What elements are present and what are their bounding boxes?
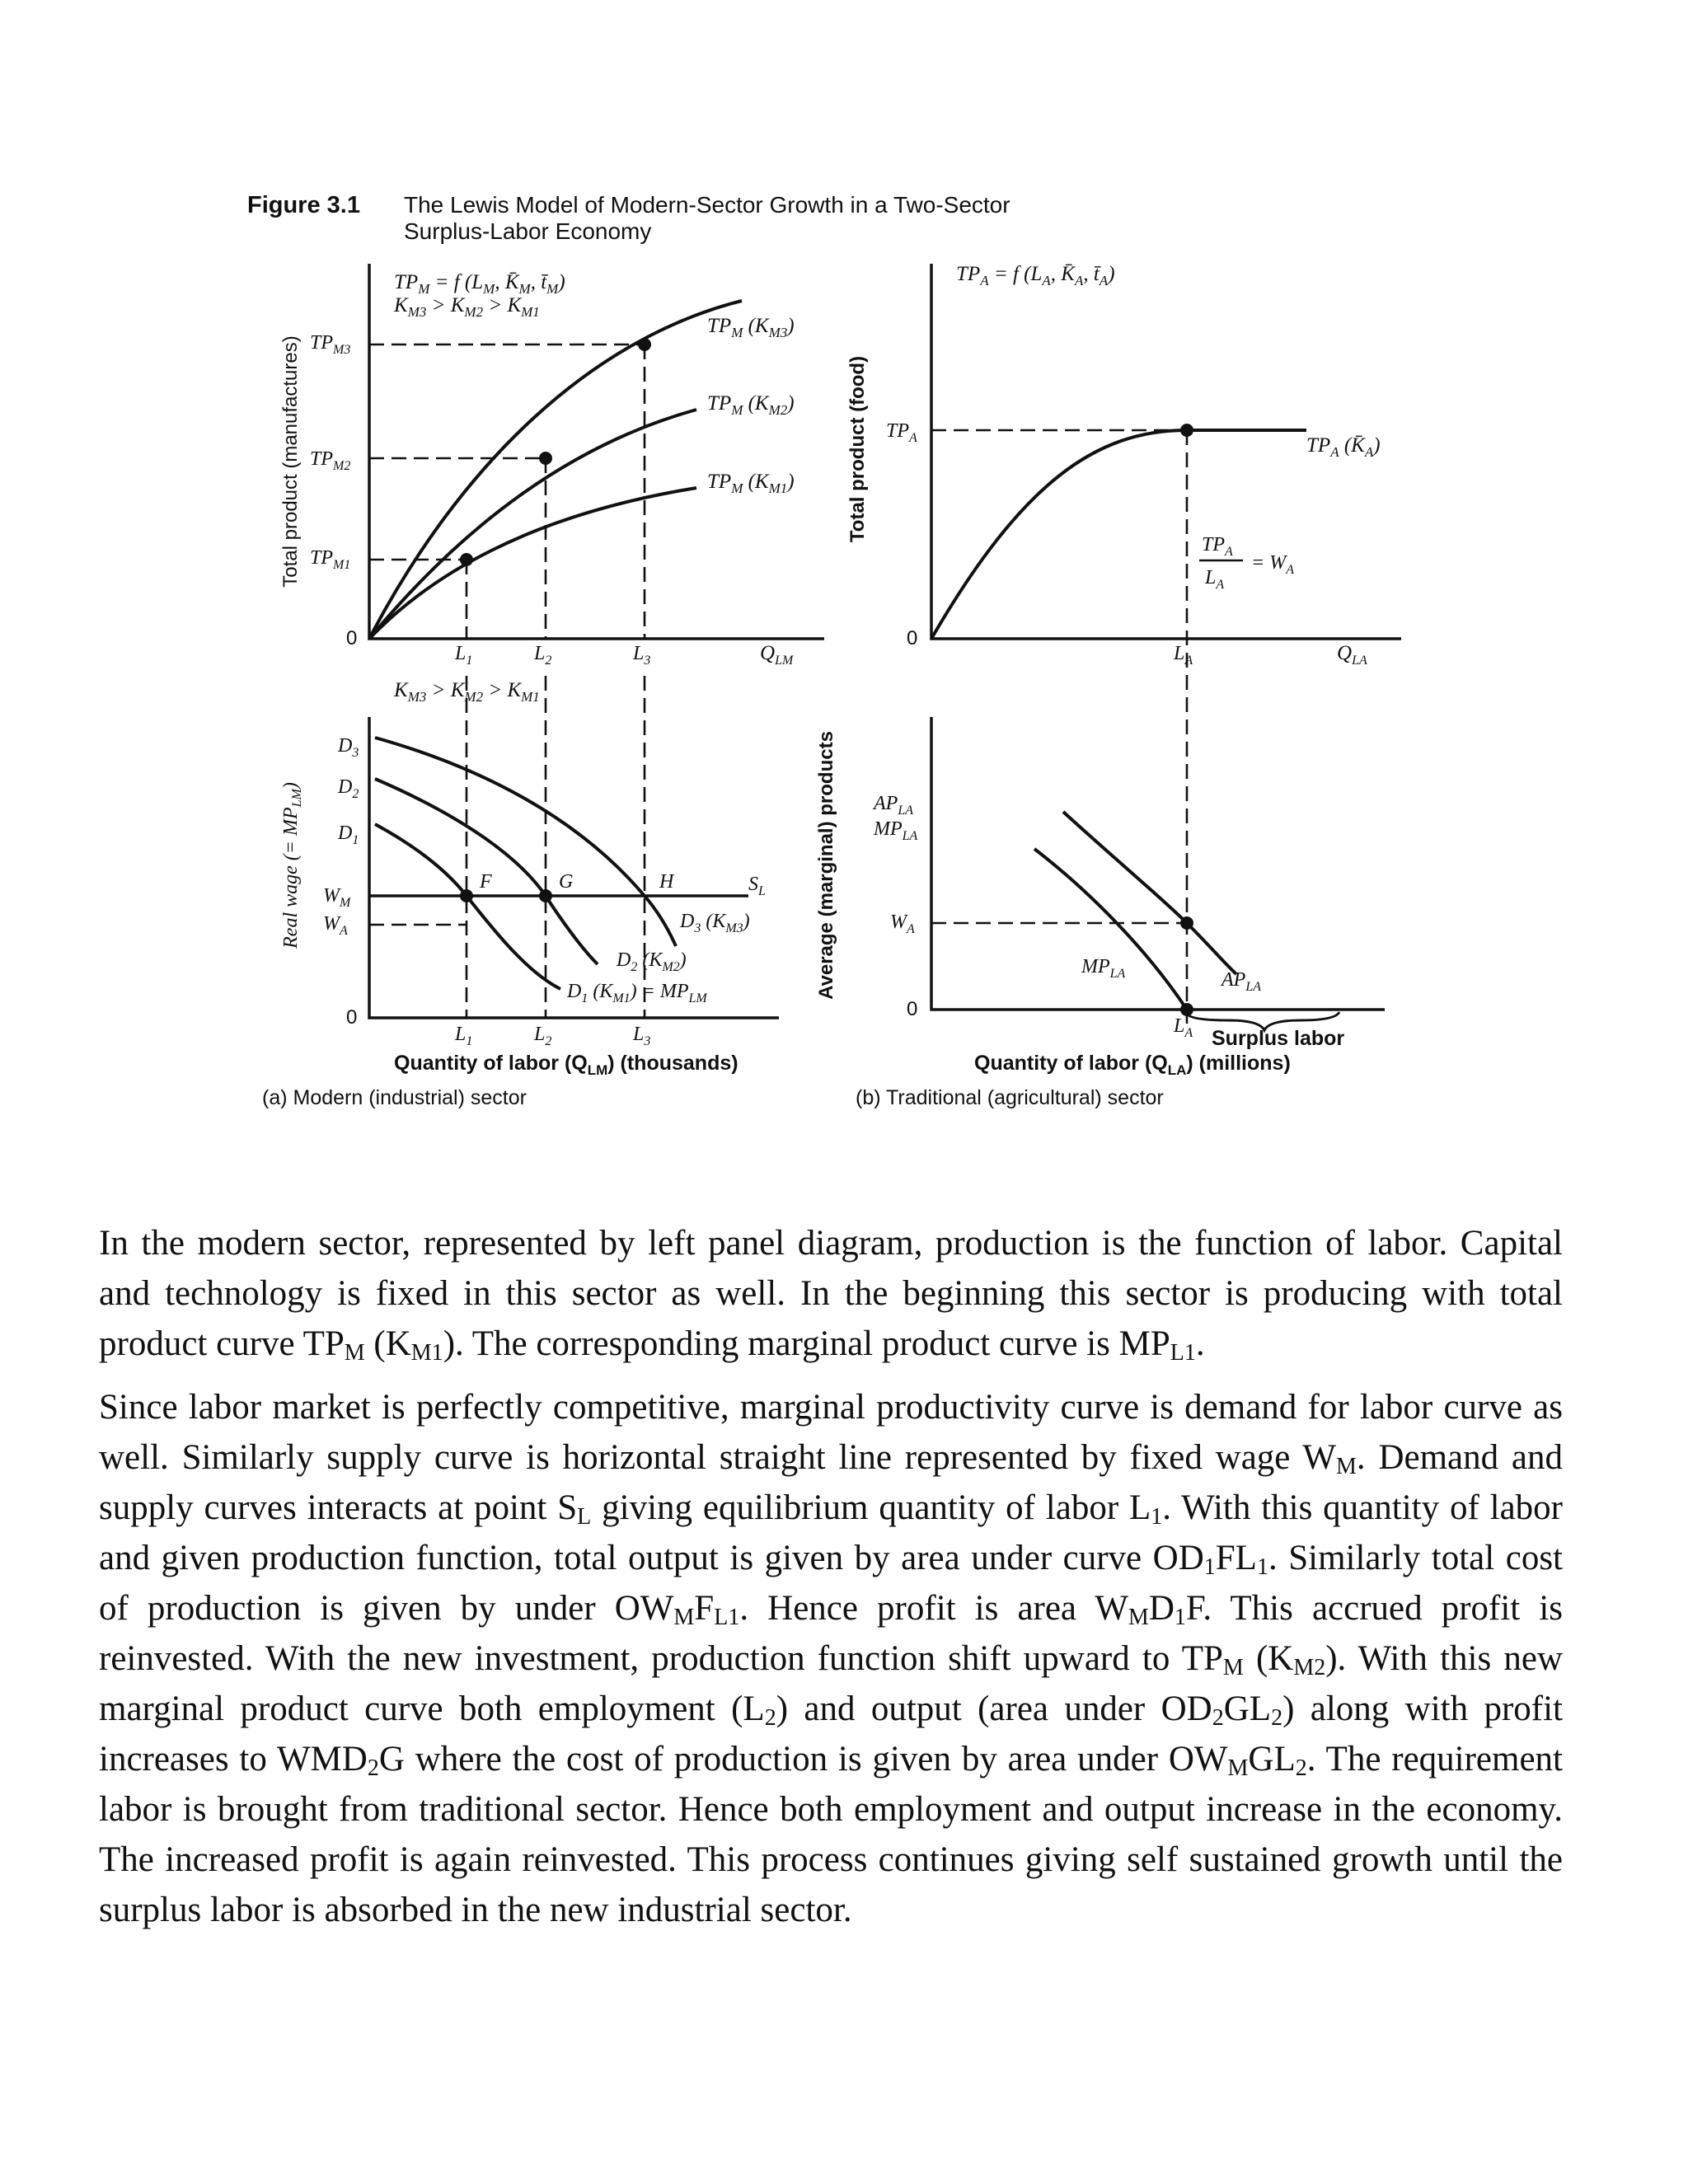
xaxis-qlm: $Q_{LM}$ — [760, 642, 794, 668]
tick-d1: $D_1$ — [338, 823, 359, 847]
curve-tpm-km2 — [369, 410, 696, 639]
label-apla-axis: $AP_{LA}$ — [874, 793, 913, 818]
label-d3-km3: $D_3$ $(K_{M3})$ — [680, 911, 750, 935]
panel-b-top-ylabel: Total product (food) — [846, 355, 869, 543]
curve-d3 — [375, 738, 676, 946]
point-tpm2-l2 — [539, 452, 552, 465]
tick-l1-top: $L_1$ — [455, 643, 473, 668]
panel-b-top — [846, 263, 1401, 1026]
tick-tpm1: $TP_{M1}$ — [310, 547, 351, 572]
point-wa-la — [1180, 916, 1193, 930]
label-mpla-axis: $MP_{LA}$ — [874, 818, 918, 843]
origin-b-bottom: 0 — [907, 998, 918, 1020]
ratio-equals-wa: = $W_A$ — [1251, 552, 1294, 577]
panel-a-bottom-ylabel: Real wage (= $MP_{LM}$) — [280, 782, 304, 949]
ratio-denominator: $L_A$ — [1205, 567, 1225, 592]
figure-label: Figure 3.1 — [247, 192, 360, 218]
figure-title-line-1: The Lewis Model of Modern-Sector Growth in a Two-Sector — [404, 192, 1010, 218]
label-g: G — [559, 871, 574, 893]
label-f: F — [480, 871, 492, 893]
tick-d2: $D_2$ — [338, 776, 359, 801]
capital-order-bottom: $K_{M3} > K_{M2} > K_{M1}$ — [394, 679, 540, 705]
curve-apla — [1063, 812, 1236, 974]
curve-tpa — [931, 430, 1306, 639]
label-d1-mplm: $D_1$ $(K_{M1}) = MP_{LM}$ — [567, 981, 707, 1005]
curve-tpm-km1 — [369, 488, 696, 639]
label-tpa-ka: $TP_A$ $(K̄_A)$ — [1306, 434, 1381, 460]
tick-tpa: $TP_A$ — [886, 420, 917, 445]
label-apla: $AP_{LA}$ — [1221, 969, 1261, 994]
tick-l2-bottom: $L_2$ — [534, 1024, 552, 1048]
point-tpa-la — [1180, 424, 1193, 437]
label-tpm-km2: $TP_M$ $(K_{M2})$ — [707, 392, 795, 418]
label-d2-km2: $D_2$ $(K_{M2})$ — [617, 949, 687, 974]
point-tpm3-l3 — [638, 338, 651, 351]
label-mpla: $MP_{LA}$ — [1081, 956, 1126, 981]
tick-tpm3: $TP_{M3}$ — [310, 332, 351, 357]
panel-a-top — [279, 264, 824, 668]
point-tpm1-l1 — [460, 553, 473, 566]
panel-a-bottom — [262, 676, 779, 1109]
panel-a-caption: (a) Modern (industrial) sector — [262, 1086, 527, 1109]
tick-wm: $W_M$ — [323, 885, 351, 910]
panel-a-top-ylabel: Total product (manufactures) — [279, 335, 302, 588]
capital-order-top: $K_{M3} > K_{M2} > K_{M1}$ — [394, 294, 540, 320]
xaxis-qla: $Q_{LA}$ — [1337, 642, 1367, 668]
origin-a-top: 0 — [346, 627, 358, 649]
panel-b-bottom-ylabel: Average (marginal) products — [815, 731, 837, 1000]
ratio-numerator: $TP_A$ — [1202, 534, 1233, 559]
tick-l3-top: $L_3$ — [633, 643, 651, 668]
tpm-function-label: $TP_M = f$ ($L_M$, $K̄_M$, $t̄_M$) — [394, 271, 565, 297]
tpa-function-label: $TP_A = f$ ($L_A$, $K̄_A$, $t̄_A$) — [956, 263, 1115, 288]
tick-wa-b: $W_A$ — [890, 912, 915, 936]
panel-b-xlabel: Quantity of labor $(Q_{LA})$ (millions) — [974, 1052, 1291, 1078]
tick-l1-bottom: $L_1$ — [455, 1024, 473, 1048]
origin-a-bottom: 0 — [346, 1006, 358, 1029]
point-g — [539, 889, 552, 902]
origin-b-top: 0 — [907, 627, 918, 649]
paragraph-2: Since labor market is perfectly competitive, marginal productivity curve is demand for labor curve as well. Similarly supply curve is horizontal straight line represented by fixed wage $W_M$. Demand and supply curves interacts at point $S_L$ giving equilibrium quantity of labor $L_1$. With this quantity of labor and given production function, total output is given by area under curve $OD_1FL_1$. Similarly total cost of production is given by under $OW_MF_{L1}$. Hence profit is area $W_MD_1F$. This accrued profit is reinvested. With the new investment, production function shift upward to $TP_M$ $(K_{M2})$. With this new marginal product curve both employment $(L_2)$ and output (area under $OD_2GL_2$) along with profit increases to $WMD_2G$ where the cost of production is given by area under $OW_MGL_2$. The requirement labor is brought from traditional sector. Hence both employment and output increase in the economy. The increased profit is again reinvested. This process continues giving self sustained growth until the surplus labor is absorbed in the new industrial sector. — [99, 1388, 1563, 1929]
paragraph-1: In the modern sector, represented by left panel diagram, production is the function of labor. Capital and technology is fixed in this sector as well. In the beginning this sector is producing with total product curve $TP_M$ $(K_{M1})$. The corresponding marginal product curve is $MP_{L1}$. — [99, 1224, 1563, 1366]
panel-b-caption: (b) Traditional (agricultural) sector — [856, 1086, 1164, 1109]
figure-title-line-2: Surplus-Labor Economy — [404, 218, 652, 244]
panel-b-bottom — [815, 717, 1385, 1109]
curve-tpm-km3 — [369, 301, 742, 639]
label-h: H — [659, 871, 674, 893]
label-tpm-km1: $TP_M$ $(K_{M1})$ — [707, 471, 795, 496]
tick-la-bottom: $L_A$ — [1174, 1015, 1193, 1040]
curve-mpla — [1034, 849, 1187, 1010]
curve-d1 — [375, 824, 560, 989]
label-tpm-km3: $TP_M$ $(K_{M3})$ — [707, 315, 795, 340]
tick-tpm2: $TP_{M2}$ — [310, 448, 351, 473]
tick-wa-a: $W_A$ — [323, 913, 348, 938]
label-surplus-labor: Surplus labor — [1212, 1027, 1345, 1050]
point-f — [460, 889, 473, 902]
tick-la-top: $L_A$ — [1174, 643, 1193, 668]
label-sl: $S_L$ — [748, 874, 766, 898]
tick-l2-top: $L_2$ — [534, 643, 552, 668]
tick-l3-bottom: $L_3$ — [633, 1024, 651, 1048]
body-text — [99, 1218, 1563, 1948]
tick-d3: $D_3$ — [338, 735, 359, 760]
panel-a-xlabel: Quantity of labor $(Q_{LM})$ (thousands) — [394, 1052, 738, 1078]
